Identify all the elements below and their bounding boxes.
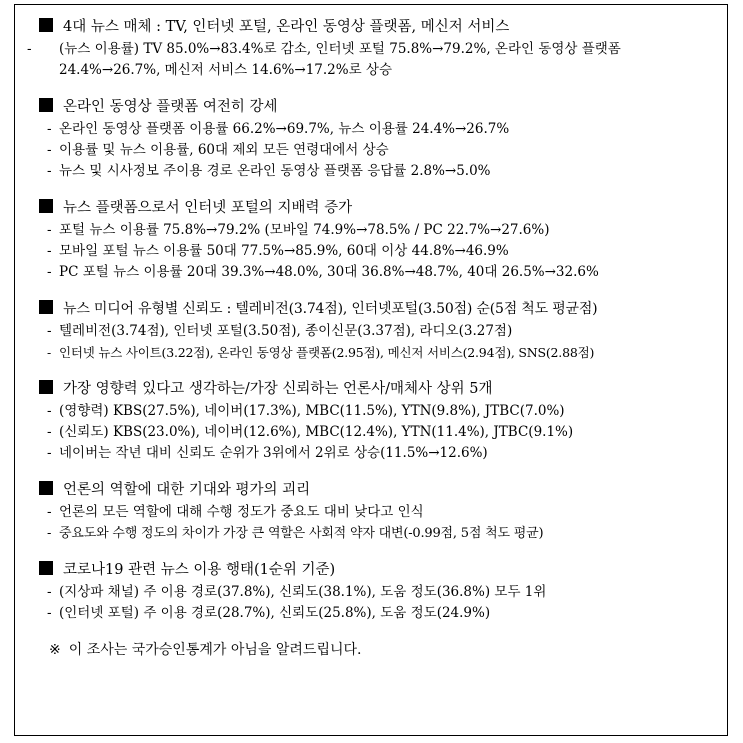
list-item-text: 이용률 및 뉴스 이용률, 60대 제외 모든 연령대에서 상승 (59, 142, 389, 158)
square-bullet-icon (39, 481, 53, 495)
list-item: - 언론의 모든 역할에 대해 수행 정도가 중요도 대비 낮다고 인식 (47, 504, 424, 520)
list-item-text: 텔레비전(3.74점), 인터넷 포털(3.50점), 종이신문(3.37점), 라디오(3.27점) (59, 323, 513, 339)
list-item-text: 네이버는 작년 대비 신뢰도 순위가 3위에서 2위로 상승(11.5%→12.6%) (59, 445, 488, 461)
section-title: 언론의 역할에 대한 기대와 평가의 괴리 (63, 482, 311, 498)
section-title: 온라인 동영상 플랫폼 여전히 강세 (63, 99, 278, 115)
section-trust (39, 299, 715, 363)
list-item-text: 인터넷 뉴스 사이트(3.22점), 온라인 동영상 플랫폼(2.95점), 메신저 서비스(2.94점), SNS(2.88점) (59, 345, 595, 360)
list-item-text: 모바일 포털 뉴스 이용률 50대 77.5%→85.9%, 60대 이상 44.8%→46.9% (59, 243, 509, 259)
square-bullet-icon (39, 561, 53, 575)
section-heading (39, 17, 715, 39)
list-item: - 네이버는 작년 대비 신뢰도 순위가 3위에서 2위로 상승(11.5%→12.6%) (47, 445, 488, 461)
square-bullet-icon (39, 18, 53, 32)
list-item: - (지상파 채널) 주 이용 경로(37.8%), 신뢰도(38.1%), 도움 정도(36.8%) 모두 1위 (47, 584, 547, 600)
list-item-text: PC 포털 뉴스 이용률 20대 39.3%→48.0%, 30대 36.8%→48.7%, 40대 26.5%→32.6% (59, 264, 599, 280)
list-item: - (영향력) KBS(27.5%), 네이버(17.3%), MBC(11.5%), YTN(9.8%), JTBC(7.0%) (47, 403, 565, 419)
list-item: - 인터넷 뉴스 사이트(3.22점), 온라인 동영상 플랫폼(2.95점), 메신저 서비스(2.94점), SNS(2.88점) (47, 345, 595, 360)
footnote (39, 640, 715, 660)
square-bullet-icon (39, 380, 53, 394)
list-item-text: 언론의 모든 역할에 대해 수행 정도가 중요도 대비 낮다고 인식 (59, 504, 424, 520)
list-item-text: (신뢰도) KBS(23.0%), 네이버(12.6%), MBC(12.4%), YTN(11.4%), JTBC(9.1%) (59, 424, 574, 440)
list-item-text: (뉴스 이용률) TV 85.0%→83.4%로 감소, 인터넷 포털 75.8%→79.2%, 온라인 동영상 플랫폼 24.4%→26.7%, 메신저 서비스 14.6%→17.2%로 상승 (59, 41, 621, 78)
list-item: - 이용률 및 뉴스 이용률, 60대 제외 모든 연령대에서 상승 (47, 142, 389, 158)
list-item: - PC 포털 뉴스 이용률 20대 39.3%→48.0%, 30대 36.8%→48.7%, 40대 26.5%→32.6% (47, 264, 599, 280)
section-heading (39, 379, 715, 401)
list-item-text: 중요도와 수행 정도의 차이가 가장 큰 역할은 사회적 약자 대변(-0.99점, 5점 척도 평균) (59, 526, 544, 541)
list-item: - (신뢰도) KBS(23.0%), 네이버(12.6%), MBC(12.4%), YTN(11.4%), JTBC(9.1%) (47, 424, 574, 440)
section-title: 코로나19 관련 뉴스 이용 행태(1순위 기준) (63, 562, 336, 578)
list-item-text: 포털 뉴스 이용률 75.8%→79.2% (모바일 74.9%→78.5% / PC 22.7%→27.6%) (59, 222, 550, 238)
section-portal (39, 198, 715, 283)
list-item-text: (영향력) KBS(27.5%), 네이버(17.3%), MBC(11.5%), YTN(9.8%), JTBC(7.0%) (59, 403, 565, 419)
list-item: - (뉴스 이용률) TV 85.0%→83.4%로 감소, 인터넷 포털 75.8%→79.2%, 온라인 동영상 플랫폼 24.4%→26.7%, 메신저 서비스 14.6%→17.2%로 상승 (27, 41, 621, 78)
list-item-text: (지상파 채널) 주 이용 경로(37.8%), 신뢰도(38.1%), 도움 정도(36.8%) 모두 1위 (59, 584, 547, 600)
section-heading (39, 299, 715, 321)
list-item: - 온라인 동영상 플랫폼 이용률 66.2%→69.7%, 뉴스 이용률 24.4%→26.7% (47, 121, 510, 137)
square-bullet-icon (39, 199, 53, 213)
reference-mark: ※ (49, 642, 61, 658)
section-news-media (27, 17, 715, 81)
section-online-video (39, 97, 715, 182)
section-press-role (39, 480, 715, 544)
section-top5 (39, 379, 715, 464)
square-bullet-icon (39, 98, 53, 112)
section-heading (39, 97, 715, 119)
section-heading (39, 198, 715, 220)
square-bullet-icon (39, 300, 53, 314)
summary-box (14, 4, 728, 736)
section-title: 4대 뉴스 매체 : TV, 인터넷 포털, 온라인 동영상 플랫폼, 메신저 서비스 (63, 19, 510, 35)
list-item-text: 뉴스 및 시사정보 주이용 경로 온라인 동영상 플랫폼 응답률 2.8%→5.0% (59, 163, 491, 179)
list-item-text: 온라인 동영상 플랫폼 이용률 66.2%→69.7%, 뉴스 이용률 24.4%→26.7% (59, 121, 510, 137)
section-title: 뉴스 플랫폼으로서 인터넷 포털의 지배력 증가 (63, 200, 353, 216)
list-item: - 모바일 포털 뉴스 이용률 50대 77.5%→85.9%, 60대 이상 44.8%→46.9% (47, 243, 509, 259)
section-covid19 (39, 560, 715, 624)
list-item-text: (인터넷 포털) 주 이용 경로(28.7%), 신뢰도(25.8%), 도움 정도(24.9%) (59, 605, 491, 621)
section-title: 가장 영향력 있다고 생각하는/가장 신뢰하는 언론사/매체사 상위 5개 (63, 381, 493, 397)
list-item: - (인터넷 포털) 주 이용 경로(28.7%), 신뢰도(25.8%), 도움 정도(24.9%) (47, 605, 491, 621)
list-item: - 뉴스 및 시사정보 주이용 경로 온라인 동영상 플랫폼 응답률 2.8%→5.0% (47, 163, 491, 179)
footnote-text: 이 조사는 국가승인통계가 아님을 알려드립니다. (68, 642, 362, 658)
list-item: - 중요도와 수행 정도의 차이가 가장 큰 역할은 사회적 약자 대변(-0.99점, 5점 척도 평균) (47, 526, 544, 541)
list-item: - 텔레비전(3.74점), 인터넷 포털(3.50점), 종이신문(3.37점), 라디오(3.27점) (47, 323, 513, 339)
section-title: 뉴스 미디어 유형별 신뢰도 : 텔레비전(3.74점), 인터넷포털(3.50점) 순(5점 척도 평균점) (63, 301, 598, 317)
section-heading (39, 560, 715, 582)
section-heading (39, 480, 715, 502)
list-item: - 포털 뉴스 이용률 75.8%→79.2% (모바일 74.9%→78.5% / PC 22.7%→27.6%) (47, 222, 550, 238)
